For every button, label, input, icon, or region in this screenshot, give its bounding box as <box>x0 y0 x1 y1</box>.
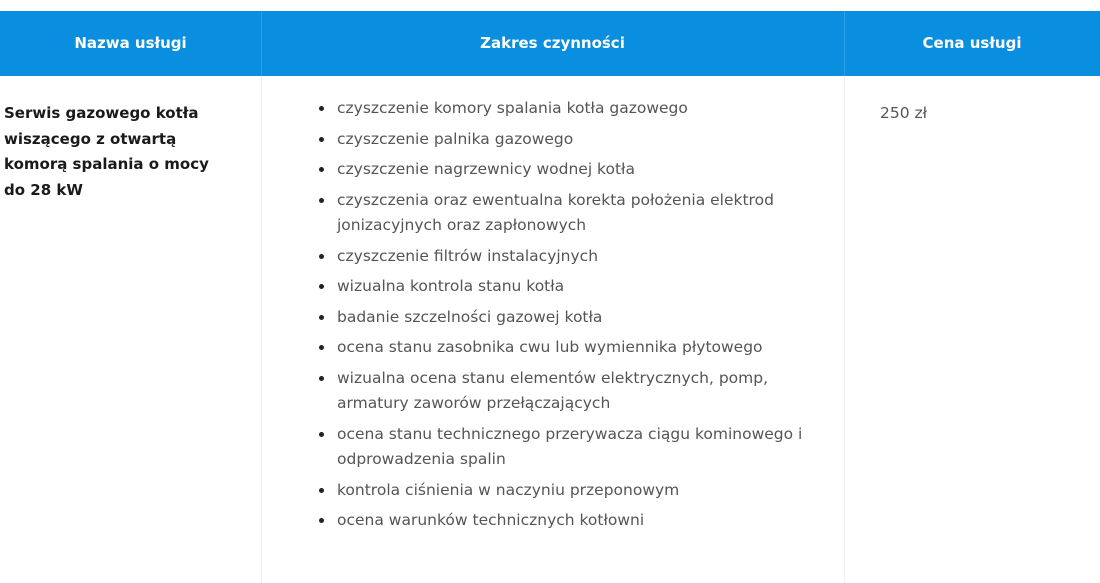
task-text: czyszczenie filtrów instalacyjnych <box>337 246 599 265</box>
bullet-icon <box>319 376 324 381</box>
bullet-icon <box>319 167 324 172</box>
task-list-item <box>317 244 817 270</box>
bullet-icon <box>319 488 324 493</box>
column-divider <box>844 76 845 583</box>
bullet-icon <box>319 345 324 350</box>
task-text: ocena stanu technicznego przerywacza ciągu kominowego i odprowadzenia spalin <box>337 424 803 468</box>
table-header <box>0 11 1100 76</box>
task-text: czyszczenie komory spalania kotła gazowego <box>337 99 688 117</box>
task-list-item <box>317 127 817 153</box>
column-header-service-name: Nazwa usługi <box>74 34 187 52</box>
bullet-icon <box>319 137 324 142</box>
task-text: czyszczenie palnika gazowego <box>337 129 574 148</box>
task-text: ocena stanu zasobnika cwu lub wymiennika płytowego <box>337 338 763 356</box>
task-list-item <box>317 274 817 300</box>
task-text: czyszczenia oraz ewentualna korekta położenia elektrod jonizacyjnych oraz zapłonowych <box>337 190 774 234</box>
task-list-item <box>317 157 817 183</box>
task-text: badanie szczelności gazowej kotła <box>337 307 603 326</box>
bullet-icon <box>319 284 324 289</box>
task-text: czyszczenie nagrzewnicy wodnej kotła <box>337 160 635 178</box>
bullet-icon <box>319 254 324 259</box>
task-list-item <box>317 508 817 534</box>
task-text: wizualna kontrola stanu kotła <box>337 277 565 295</box>
task-list-item <box>317 188 817 239</box>
task-list-item <box>317 305 817 331</box>
task-list-item <box>317 366 817 417</box>
task-list-item <box>317 422 817 473</box>
bullet-icon <box>319 315 324 320</box>
task-list-item <box>317 478 817 504</box>
task-text: kontrola ciśnienia w naczyniu przeponowym <box>337 480 680 499</box>
bullet-icon <box>319 106 324 111</box>
task-list-item <box>317 96 817 122</box>
bullet-icon <box>319 518 324 523</box>
column-header-price: Cena usługi <box>922 34 1022 52</box>
bullet-icon <box>319 432 324 437</box>
bullet-icon <box>319 198 324 203</box>
task-text: wizualna ocena stanu elementów elektrycznych, pomp, armatury zaworów przełączających <box>337 368 769 412</box>
task-text: ocena warunków technicznych kotłowni <box>337 511 645 529</box>
service-name-cell: Serwis gazowego kotła wiszącego z otwartą komorą spalania o mocy do 28 kW <box>4 104 209 199</box>
column-divider <box>261 76 262 583</box>
price-cell: 250 zł <box>880 104 928 122</box>
task-list <box>317 96 817 539</box>
task-list-item <box>317 335 817 361</box>
column-header-scope: Zakres czynności <box>480 34 625 52</box>
